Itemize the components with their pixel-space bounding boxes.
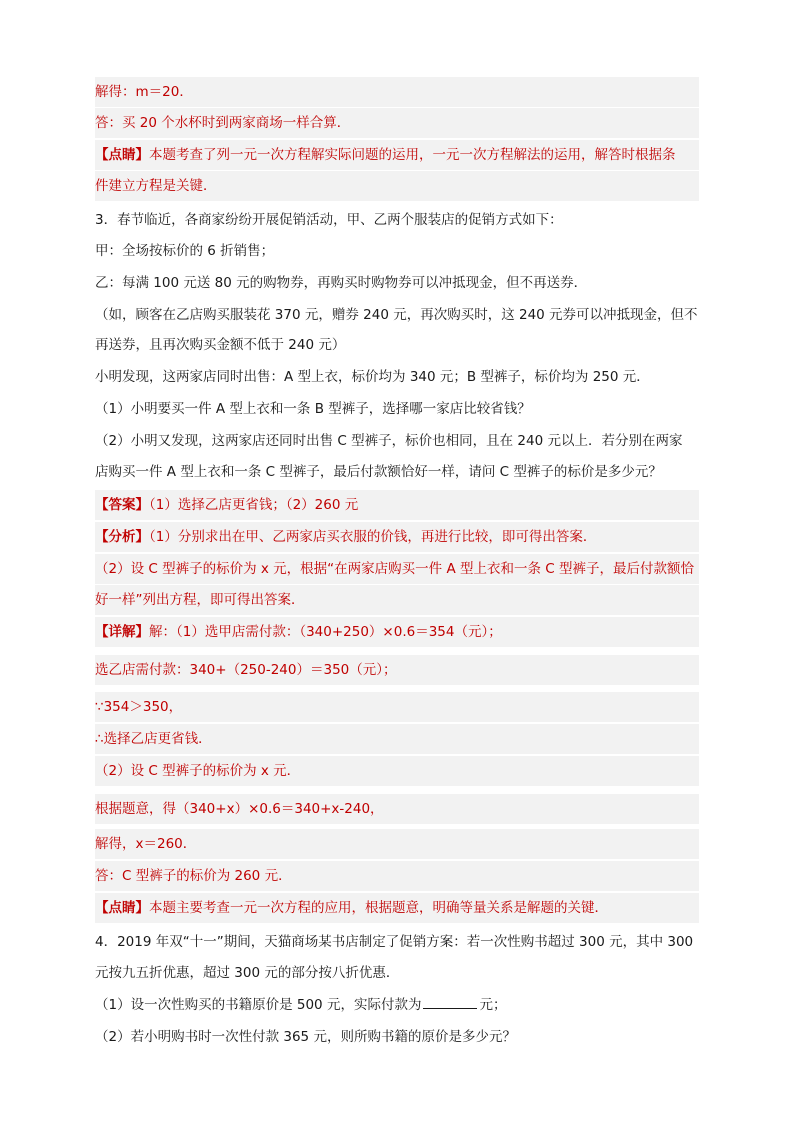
question-text: （1）设一次性购买的书籍原价是 500 元，实际付款为 — [95, 997, 422, 1013]
solution-line — [95, 77, 699, 107]
answer-key-line — [95, 490, 699, 520]
analysis-text: 好一样”列出方程，即可得出答案． — [95, 592, 305, 608]
question-text: （1）小明要买一件 A 型上衣和一条 B 型裤子，选择哪一家店比较省钱？ — [95, 401, 531, 417]
detail-text: ∵354＞350， — [95, 699, 183, 715]
analysis-line — [95, 585, 699, 615]
comment-line — [95, 140, 699, 170]
detail-text: ∴选择乙店更省钱． — [95, 731, 212, 747]
detail-text: （2）设 C 型裤子的标价为 x 元． — [95, 763, 301, 779]
detail-line — [95, 756, 699, 786]
comment-line — [95, 893, 699, 923]
question-text: （2）若小明购书时一次性付款 365 元，则所购书籍的原价是多少元？ — [95, 1029, 516, 1045]
analysis-line — [95, 522, 699, 552]
question-part-2 — [95, 1022, 699, 1052]
detail-line — [95, 861, 699, 891]
question-text-unit: 元； — [479, 997, 507, 1013]
comment-text: 本题考查了列一元一次方程解实际问题的运用，一元一次方程解法的运用，解答时根据条 — [149, 147, 676, 163]
question-line — [95, 958, 699, 988]
solution-text: 解得：m＝20． — [95, 84, 193, 100]
question-part-1 — [95, 394, 699, 424]
question-text: 再送券，且再次购买金额不低于 240 元） — [95, 337, 346, 353]
question-part-1 — [95, 990, 699, 1020]
detail-tag: 【详解】 — [95, 624, 149, 640]
question-line — [95, 362, 699, 392]
question-text: 3．春节临近，各商家纷纷开展促销活动，甲、乙两个服装店的促销方式如下： — [95, 212, 563, 228]
question-4-stem — [95, 927, 699, 957]
answer-key-text: （1）选择乙店更省钱；（2）260 元 — [149, 497, 359, 513]
question-text: 乙：每满 100 元送 80 元的购物券，再购买时购物券可以冲抵现金，但不再送券． — [95, 275, 588, 291]
detail-line — [95, 829, 699, 859]
detail-text: 答：C 型裤子的标价为 260 元． — [95, 868, 292, 884]
detail-line — [95, 794, 699, 824]
question-text: 小明发现，这两家店同时出售：A 型上衣，标价均为 340 元；B 型裤子，标价均为 250 元． — [95, 369, 650, 385]
answer-tag: 【答案】 — [95, 497, 149, 513]
detail-line — [95, 692, 699, 722]
question-part-2 — [95, 426, 699, 456]
analysis-text: （1）分别求出在甲、乙两家店买衣服的价钱，再进行比较，即可得出答案． — [149, 529, 597, 545]
question-text: 甲：全场按标价的 6 折销售； — [95, 243, 275, 259]
analysis-line — [95, 554, 699, 584]
question-text: 元按九五折优惠，超过 300 元的部分按八折优惠． — [95, 965, 400, 981]
question-line — [95, 300, 699, 330]
detail-text: 解：（1）选甲店需付款：（340+250）×0.6＝354（元）； — [149, 624, 502, 640]
answer-text: 答：买 20 个水杯时到两家商场一样合算． — [95, 115, 351, 131]
analysis-text: （2）设 C 型裤子的标价为 x 元，根据“在两家店购买一件 A 型上衣和一条 C 型裤子，最后付款额恰 — [95, 561, 694, 577]
question-line — [95, 268, 699, 298]
detail-text: 选乙店需付款：340+（250-240）＝350（元）； — [95, 662, 397, 678]
question-text: （2）小明又发现，这两家店还同时出售 C 型裤子，标价也相同，且在 240 元以上．若分别在两家 — [95, 433, 683, 449]
question-line — [95, 457, 699, 487]
detail-line — [95, 617, 699, 647]
answer-blank — [423, 994, 477, 1009]
question-text: 4．2019 年双“十一”期间，天猫商场某书店制定了促销方案：若一次性购书超过 300 元，其中 300 — [95, 934, 694, 950]
question-text: （如，顾客在乙店购买服装花 370 元，赠券 240 元，再次购买时，这 240 元券可以冲抵现金，但不 — [95, 307, 698, 323]
analysis-tag: 【分析】 — [95, 529, 149, 545]
comment-text-cont: 件建立方程是关键． — [95, 178, 217, 194]
question-3-stem — [95, 205, 699, 235]
comment-line-cont — [95, 171, 699, 201]
question-line — [95, 330, 699, 360]
comment-tag: 【点睛】 — [95, 147, 149, 163]
detail-text: 解得，x＝260． — [95, 836, 197, 852]
question-line — [95, 236, 699, 266]
comment-tag: 【点睛】 — [95, 900, 149, 916]
detail-line — [95, 655, 699, 685]
answer-line — [95, 108, 699, 138]
detail-text: 根据题意，得（340+x）×0.6＝340+x-240， — [95, 801, 384, 817]
question-text: 店购买一件 A 型上衣和一条 C 型裤子，最后付款额恰好一样，请问 C 型裤子的标价是多少元？ — [95, 464, 662, 480]
comment-text: 本题主要考查一元一次方程的应用，根据题意，明确等量关系是解题的关键． — [149, 900, 608, 916]
detail-line — [95, 724, 699, 754]
